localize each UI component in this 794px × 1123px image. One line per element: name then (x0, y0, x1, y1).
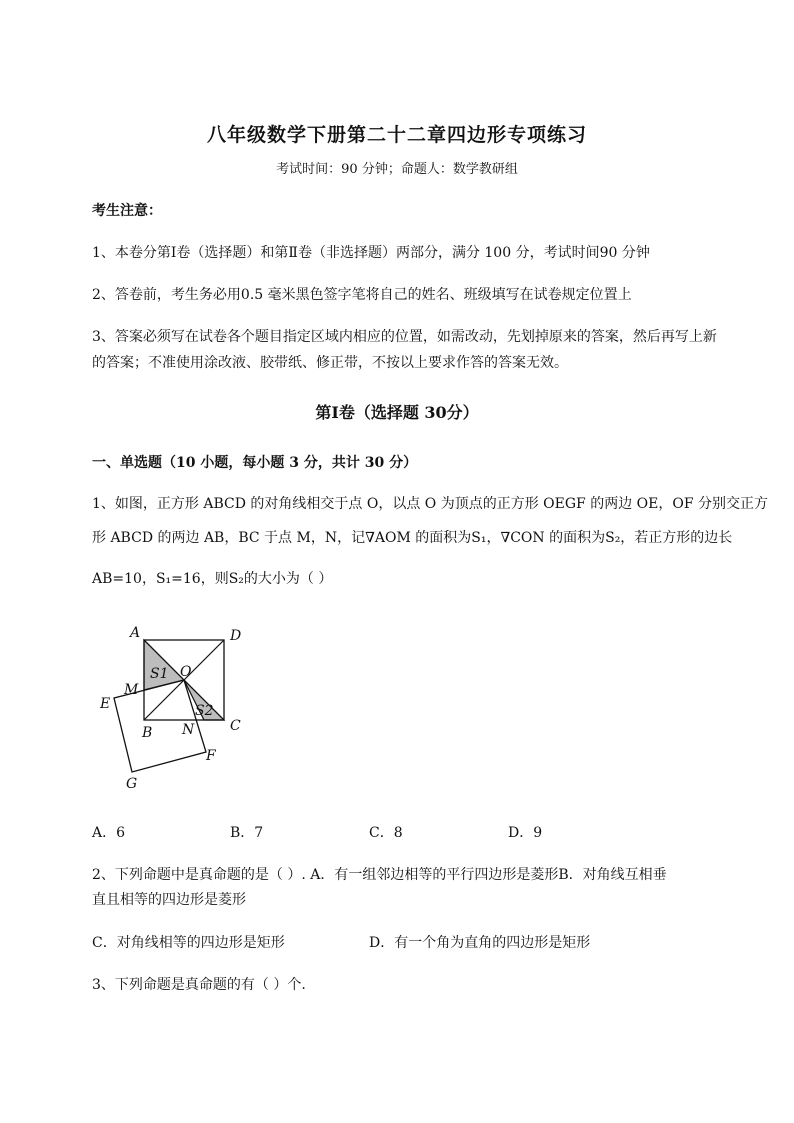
label-s1: S1 (150, 666, 169, 682)
label-m: M (124, 682, 139, 698)
q1-option-c[interactable]: C．8 (369, 825, 403, 841)
notice-item-1: 1、本卷分第Ⅰ卷（选择题）和第Ⅱ卷（非选择题）两部分，满分 100 分，考试时间90 分钟 (92, 245, 650, 261)
q2-option-d[interactable]: D．有一个角为直角的四边形是矩形 (369, 935, 591, 951)
q1-option-b[interactable]: B．7 (230, 825, 264, 841)
exam-subtitle: 考试时间：90 分钟；命题人：数学教研组 (276, 162, 518, 177)
notice-item-3-cont: 的答案；不准使用涂改液、胶带纸、修正带，不按以上要求作答的答案无效。 (92, 355, 568, 371)
q1-option-d[interactable]: D．9 (508, 825, 543, 841)
notice-item-3: 3、答案必须写在试卷各个题目指定区域内相应的位置，如需改动，先划掉原来的答案，然后再写上新 (92, 329, 717, 345)
section-title: 第Ⅰ卷（选择题 30分） (315, 403, 479, 422)
label-a: A (130, 625, 141, 641)
label-b: B (142, 725, 153, 741)
q1-figure (92, 620, 262, 800)
triangle-aom (144, 640, 184, 690)
label-s2: S2 (195, 703, 214, 719)
q1-option-a[interactable]: A．6 (92, 825, 126, 841)
q2-line1: 2、下列命题中是真命题的是（ ）. A．有一组邻边相等的平行四边形是菱形B．对角线互相垂 (92, 867, 667, 883)
q3-line1: 3、下列命题是真命题的有（ ）个. (92, 977, 306, 993)
notice-heading: 考生注意： (92, 203, 162, 219)
label-f: F (206, 748, 216, 764)
q1-line3: AB=10，S₁=16，则S₂的大小为（ ） (92, 571, 333, 587)
label-e: E (100, 696, 111, 712)
q1-line1: 1、如图，正方形 ABCD 的对角线相交于点 O，以点 O 为顶点的正方形 OEGF 的两边 OE，OF 分别交正方 (92, 496, 768, 512)
label-n: N (182, 722, 195, 738)
label-c: C (230, 718, 241, 734)
q2-option-c[interactable]: C．对角线相等的四边形是矩形 (92, 935, 285, 951)
label-g: G (126, 776, 138, 792)
notice-item-2: 2、答卷前，考生务必用0.5 毫米黑色签字笔将自己的姓名、班级填写在试卷规定位置上 (92, 287, 632, 303)
q1-line2: 形 ABCD 的两边 AB，BC 于点 M，N，记∇AOM 的面积为S₁，∇CON 的面积为S₂，若正方形的边长 (92, 530, 733, 546)
label-d: D (230, 628, 242, 644)
label-o: O (180, 664, 192, 680)
page-title: 八年级数学下册第二十二章四边形专项练习 (206, 124, 587, 146)
part-heading: 一、单选题（10 小题，每小题 3 分，共计 30 分） (92, 455, 418, 471)
q2-line2: 直且相等的四边形是菱形 (92, 892, 246, 908)
